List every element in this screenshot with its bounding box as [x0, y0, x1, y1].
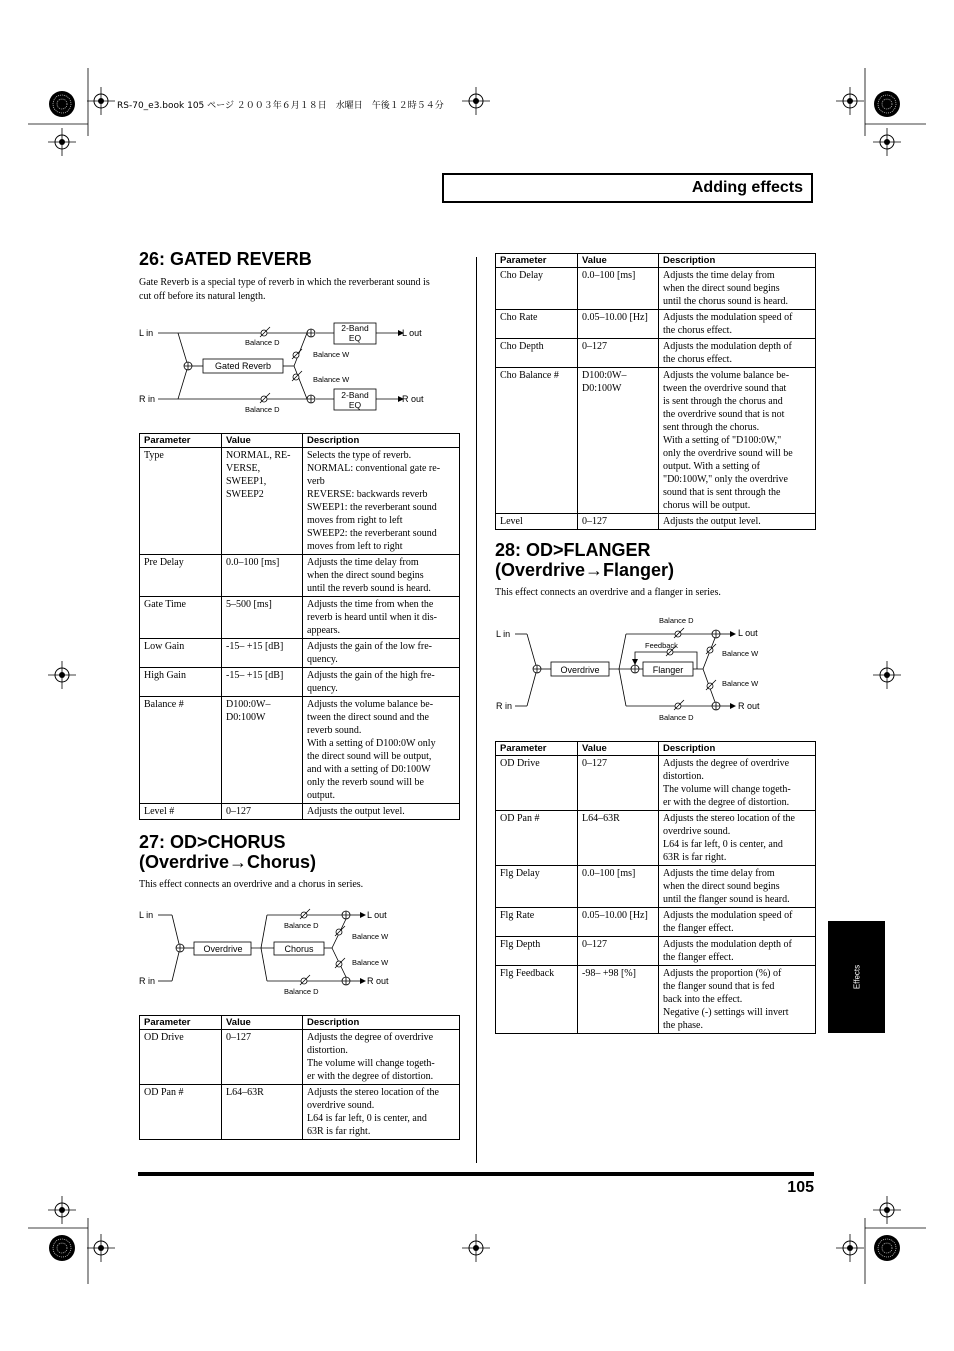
od-chorus-diagram [136, 900, 436, 1000]
balance-w-label: Balance W [722, 649, 759, 658]
column-header: Value [222, 1016, 303, 1030]
table-row [140, 448, 460, 555]
param-cell: Pre Delay [140, 555, 222, 597]
table-row [496, 339, 816, 368]
eq-bottom-label-2: EQ [348, 400, 362, 410]
description-cell: Adjusts the proportion (%) of the flanger sound that is fed back into the effect. Negative (-) settings will invert the phase. [659, 966, 816, 1034]
value-cell: D100:0W– D0:100W [578, 368, 659, 514]
column-header: Parameter [496, 742, 578, 756]
eq-top-label-1: 2-Band [341, 323, 369, 333]
od-chorus-title-line2: (Overdrive→Chorus) [139, 852, 317, 872]
balance-w-label: Balance W [352, 958, 389, 967]
column-header: Description [659, 254, 816, 268]
description-cell: Adjusts the output level. [303, 804, 460, 820]
table-row [496, 368, 816, 514]
description-cell: Adjusts the modulation depth of the chorus effect. [659, 339, 816, 368]
param-cell: OD Pan # [140, 1085, 222, 1140]
value-cell: 0–127 [222, 804, 303, 820]
param-cell: Cho Balance # [496, 368, 578, 514]
flanger-block-label: Flanger [652, 665, 684, 675]
table-row [140, 668, 460, 697]
table-row [496, 514, 816, 530]
balance-d-label: Balance D [284, 921, 319, 930]
description-cell: Adjusts the volume balance be- tween the overdrive sound that is sent through the chorus and the overdrive sound that is not sent through the chorus. With a setting of "D100:0W," only the overdrive sound will be output. With a setting of "D0:100W," only the overdrive sound that is sent through the chorus will be output. [659, 368, 816, 514]
value-cell: -98– +98 [%] [578, 966, 659, 1034]
l-out-label: L out [367, 910, 387, 920]
param-cell: Balance # [140, 697, 222, 804]
description-cell: Adjusts the volume balance be- tween the direct sound and the reverb sound. With a setting of D100:0W only the direct sound will be output, and with a setting of D0:100W only the reverb sound will be output. [303, 697, 460, 804]
overdrive-block-label: Overdrive [203, 944, 243, 954]
table-row [496, 268, 816, 310]
description-cell: Adjusts the stereo location of the overdrive sound. L64 is far left, 0 is center, and 63R is far right. [659, 811, 816, 866]
balance-d-label: Balance D [284, 987, 319, 996]
r-out-label: R out [738, 701, 760, 711]
param-cell: Type [140, 448, 222, 555]
balance-w-label: Balance W [313, 350, 350, 359]
description-cell: Adjusts the time delay from when the direct sound begins until the reverb sound is heard. [303, 555, 460, 597]
od-chorus-table-continued [495, 253, 816, 530]
value-cell: 0–127 [578, 339, 659, 368]
column-header: Description [303, 434, 460, 448]
value-cell: D100:0W– D0:100W [222, 697, 303, 804]
balance-d-label: Balance D [245, 338, 280, 347]
balance-w-label: Balance W [313, 375, 350, 384]
table-row [496, 310, 816, 339]
table-row [496, 937, 816, 966]
gated-reverb-block-label: Gated Reverb [214, 361, 272, 371]
table-row [496, 756, 816, 811]
description-cell: Adjusts the modulation speed of the flanger effect. [659, 908, 816, 937]
column-header: Value [222, 434, 303, 448]
value-cell: L64–63R [578, 811, 659, 866]
l-in-label: L in [139, 328, 154, 338]
param-cell: Level # [140, 804, 222, 820]
param-cell: Low Gain [140, 639, 222, 668]
param-cell: OD Drive [496, 756, 578, 811]
od-chorus-intro: This effect connects an overdrive and a chorus in series. [139, 879, 364, 890]
balance-w-label: Balance W [352, 932, 389, 941]
value-cell: -15– +15 [dB] [222, 668, 303, 697]
side-tab [828, 921, 885, 1033]
gated-reverb-table [139, 433, 460, 820]
l-out-label: L out [738, 628, 758, 638]
description-cell: Adjusts the modulation depth of the flanger effect. [659, 937, 816, 966]
description-cell: Adjusts the gain of the low fre- quency. [303, 639, 460, 668]
value-cell: 0.05–10.00 [Hz] [578, 310, 659, 339]
description-cell: Adjusts the modulation speed of the chorus effect. [659, 310, 816, 339]
param-cell: Flg Depth [496, 937, 578, 966]
page-number: 105 [787, 1179, 814, 1196]
r-out-label: R out [367, 976, 389, 986]
description-cell: Adjusts the time delay from when the direct sound begins until the flanger sound is heard. [659, 866, 816, 908]
param-cell: OD Pan # [496, 811, 578, 866]
od-chorus-table [139, 1015, 460, 1140]
table-row [496, 908, 816, 937]
param-cell: Gate Time [140, 597, 222, 639]
column-header: Parameter [496, 254, 578, 268]
value-cell: 0.0–100 [ms] [578, 866, 659, 908]
value-cell: 5–500 [ms] [222, 597, 303, 639]
table-row [140, 597, 460, 639]
description-cell: Adjusts the gain of the high fre- quency. [303, 668, 460, 697]
value-cell: -15– +15 [dB] [222, 639, 303, 668]
param-cell: OD Drive [140, 1030, 222, 1085]
table-row [140, 639, 460, 668]
param-cell: Cho Rate [496, 310, 578, 339]
eq-top-label-2: 2-Band [341, 390, 369, 400]
table-row [496, 966, 816, 1034]
description-cell: Adjusts the time delay from when the direct sound begins until the chorus sound is heard. [659, 268, 816, 310]
od-chorus-title [139, 832, 316, 872]
column-header: Parameter [140, 434, 222, 448]
balance-d-label: Balance D [659, 616, 694, 625]
value-cell: 0.0–100 [ms] [578, 268, 659, 310]
description-cell: Adjusts the stereo location of the overdrive sound. L64 is far left, 0 is center, and 63R is far right. [303, 1085, 460, 1140]
table-row [140, 697, 460, 804]
balance-d-label: Balance D [659, 713, 694, 722]
table-row [140, 1085, 460, 1140]
od-chorus-title-line1: 27: OD>CHORUS [139, 832, 286, 852]
table-row [496, 811, 816, 866]
column-header: Parameter [140, 1016, 222, 1030]
section-header [442, 173, 813, 203]
od-flanger-title-line2: (Overdrive→Flanger) [495, 560, 675, 580]
l-out-label: L out [402, 328, 422, 338]
table-row [496, 866, 816, 908]
od-flanger-diagram [493, 612, 793, 722]
table-row [140, 804, 460, 820]
param-cell: Cho Depth [496, 339, 578, 368]
value-cell: 0.0–100 [ms] [222, 555, 303, 597]
param-cell: High Gain [140, 668, 222, 697]
od-flanger-table [495, 741, 816, 1034]
description-cell: Adjusts the time from when the reverb is heard until when it dis- appears. [303, 597, 460, 639]
r-in-label: R in [496, 701, 513, 711]
feedback-label: Feedback [645, 641, 678, 650]
column-header: Description [659, 742, 816, 756]
value-cell: NORMAL, RE- VERSE, SWEEP1, SWEEP2 [222, 448, 303, 555]
section-header-title: Adding effects [691, 179, 803, 196]
balance-w-label: Balance W [722, 679, 759, 688]
l-in-label: L in [139, 910, 154, 920]
description-cell: Adjusts the degree of overdrive distortion. The volume will change togeth- er with the degree of distortion. [659, 756, 816, 811]
value-cell: 0–127 [578, 514, 659, 530]
chorus-block-label: Chorus [284, 944, 314, 954]
r-in-label: R in [139, 976, 156, 986]
r-out-label: R out [402, 394, 424, 404]
description-cell: Adjusts the output level. [659, 514, 816, 530]
value-cell: 0–127 [222, 1030, 303, 1085]
print-info: RS-70_e3.book 105 ページ ２００３年６月１８日 水曜日 午後１２時５４分 [117, 101, 444, 111]
eq-bottom-label-1: EQ [348, 333, 362, 343]
od-flanger-title [495, 540, 674, 580]
gated-reverb-intro: Gate Reverb is a special type of reverb in which the reverberant sound is cut off before its natural length. [139, 277, 430, 302]
r-in-label: R in [139, 394, 156, 404]
description-cell: Adjusts the degree of overdrive distortion. The volume will change togeth- er with the degree of distortion. [303, 1030, 460, 1085]
od-flanger-title-line1: 28: OD>FLANGER [495, 540, 651, 560]
param-cell: Cho Delay [496, 268, 578, 310]
value-cell: 0–127 [578, 756, 659, 811]
description-cell: Selects the type of reverb. NORMAL: conventional gate re- verb REVERSE: backwards reverb SWEEP1: the reverberant sound moves from right to left SWEEP2: the reverberant sound moves from left to right [303, 448, 460, 555]
param-cell: Flg Delay [496, 866, 578, 908]
value-cell: 0–127 [578, 937, 659, 966]
column-header: Value [578, 742, 659, 756]
column-header: Value [578, 254, 659, 268]
param-cell: Flg Rate [496, 908, 578, 937]
balance-d-label: Balance D [245, 405, 280, 414]
table-row [140, 555, 460, 597]
table-row [140, 1030, 460, 1085]
column-divider [476, 257, 477, 1163]
value-cell: L64–63R [222, 1085, 303, 1140]
side-tab-label: Effects [852, 964, 861, 990]
l-in-label: L in [496, 629, 511, 639]
value-cell: 0.05–10.00 [Hz] [578, 908, 659, 937]
param-cell: Flg Feedback [496, 966, 578, 1034]
param-cell: Level [496, 514, 578, 530]
footer-rule [138, 1172, 814, 1176]
od-flanger-intro: This effect connects an overdrive and a flanger in series. [495, 587, 721, 598]
column-header: Description [303, 1016, 460, 1030]
gated-reverb-title: 26: GATED REVERB [139, 249, 312, 269]
gated-reverb-diagram [136, 318, 436, 418]
overdrive-block-label: Overdrive [560, 665, 600, 675]
